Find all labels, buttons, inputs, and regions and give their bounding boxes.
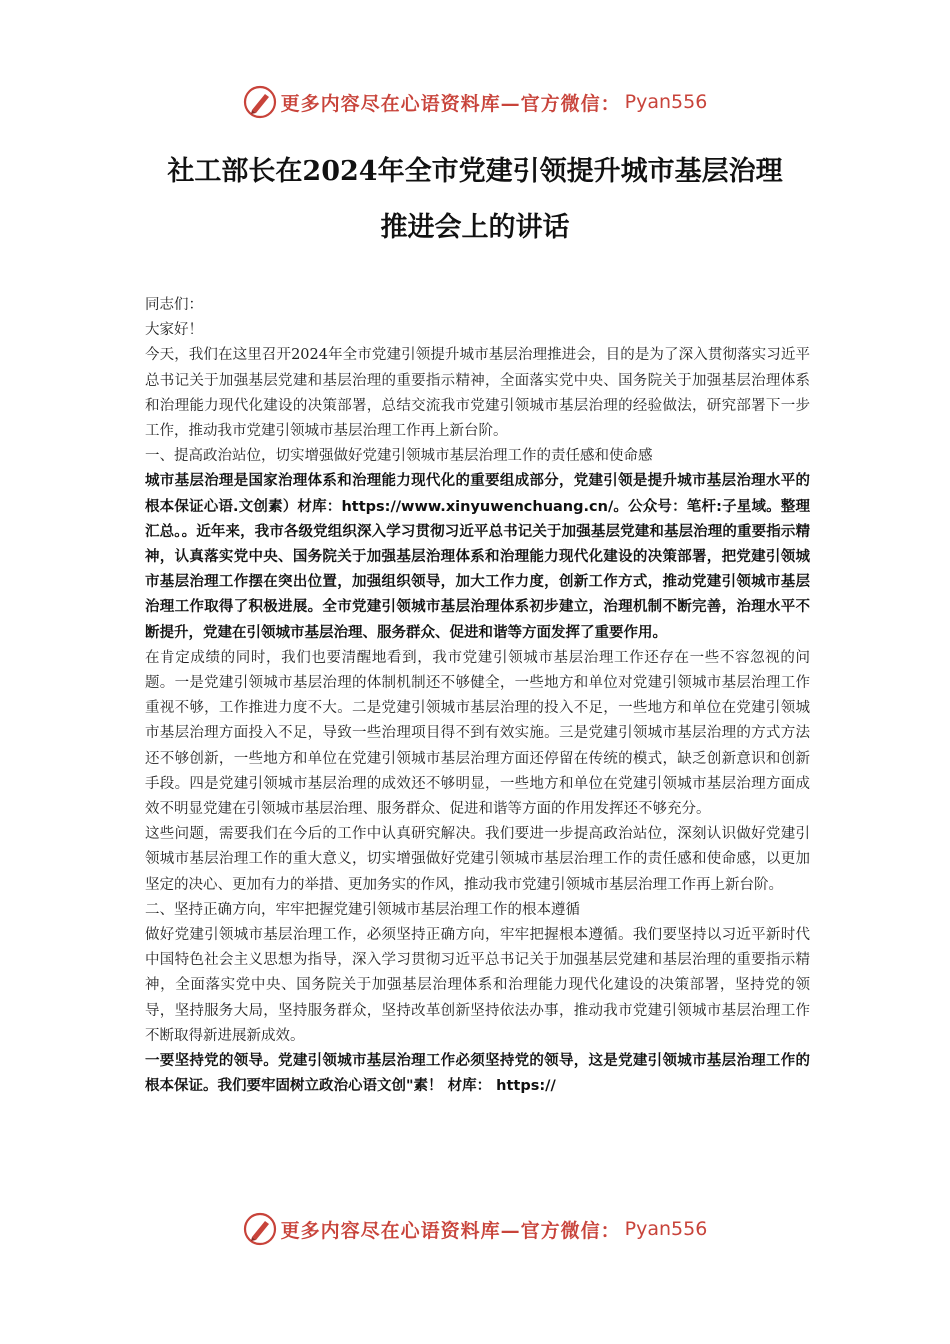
paragraph-direction: 做好党建引领城市基层治理工作，必须坚持正确方向，牢牢把握根本遵循。我们要坚持以习近平新时代中国特色社会主义思想为指导，深入学习贯彻习近平总书记关于加强基层党建和基层治理的重要指示精神，全面落实党中央、国务院关于加强基层治理体系和治理能力现代化建设的决策部署，坚持党的领导，坚持服务大局，坚持服务群众，坚持改革创新坚持依法办事，推动我市党建引领城市基层治理工作不断取得新进展新成效。: [145, 927, 810, 1044]
banner-text: 更多内容尽在心语资料库—官方微信：: [280, 1219, 621, 1242]
watermark-banner-top: [0, 82, 950, 122]
section-heading-1: 一、提高政治站位，切实增强做好党建引领城市基层治理工作的责任感和使命感: [145, 448, 653, 465]
pen-logo-icon: [243, 85, 277, 119]
speech-body: [145, 293, 810, 1100]
watermark-banner-bottom: [0, 1209, 950, 1249]
paragraph-problems: 在肯定成绩的同时，我们也要清醒地看到，我市党建引领城市基层治理工作还存在一些不容忽视的问题。一是党建引领城市基层治理的体制机制还不够健全，一些地方和单位对党建引领城市基层治理工作重视不够，工作推进力度不大。二是党建引领城市基层治理的投入不足，一些地方和单位在党建引领城市基层治理方面投入不足，导致一些治理项目得不到有效实施。三是党建引领城市基层治理的方式方法还不够创新，一些地方和单位在党建引领城市基层治理方面还停留在传统的模式，缺乏创新意识和创新手段。四是党建引领城市基层治理的成效还不够明显，一些地方和单位在党建引领城市基层治理方面成效不明显党建在引领城市基层治理、服务群众、促进和谐等方面的作用发挥还不够充分。: [145, 649, 810, 818]
banner-text: 更多内容尽在心语资料库—官方微信：: [280, 92, 621, 115]
pen-logo-icon: [243, 1212, 277, 1246]
greeting: 大家好！: [145, 322, 203, 339]
banner-wechat-id: Pyan556: [624, 91, 708, 113]
title-line-2: 推进会上的讲话: [380, 212, 570, 243]
paragraph-bold-1: 城市基层治理是国家治理体系和治理能力现代化的重要组成部分，党建引领是提升城市基层治理水平的根本保证心语.文创素）材库：https://www.xinyuwenchuang.cn/。公众号：笔杆:子星域。整理汇总。。近年来，我市各级党组织深入学习贯彻习近平总书记关于加强基层党建和基层治理的重要指示精神，认真落实党中央、国务院关于加强基层治理体系和治理能力现代化建设的决策部署，把党建引领城市基层治理工作摆在突出位置，加强组织领导，加大工作力度，创新工作方式，推动党建引领城市基层治理工作取得了积极进展。全市党建引领城市基层治理体系初步建立，治理机制不断完善，治理水平不断提升，党建在引领城市基层治理、服务群众、促进和谐等方面发挥了重要作用。: [145, 473, 810, 641]
section-heading-2: 二、坚持正确方向，牢牢把握党建引领城市基层治理工作的根本遵循: [145, 901, 580, 918]
paragraph-bold-2: 一要坚持党的领导。党建引领城市基层治理工作必须坚持党的领导，这是党建引领城市基层治理工作的根本保证。我们要牢固树立政治心语文创"素！ 材库： https://: [145, 1053, 810, 1095]
title-line-1: 社工部长在2024年全市党建引领提升城市基层治理: [167, 156, 783, 187]
banner-wechat-id: Pyan556: [624, 1218, 708, 1240]
salutation: 同志们：: [145, 297, 203, 313]
paragraph-solutions: 这些问题，需要我们在今后的工作中认真研究解决。我们要进一步提高政治站位，深刻认识做好党建引领城市基层治理工作的重大意义，切实增强做好党建引领城市基层治理工作的责任感和使命感，以更加坚定的决心、更加有力的举措、更加务实的作风，推动我市党建引领城市基层治理工作再上新台阶。: [145, 826, 810, 893]
paragraph-intro: 今天，我们在这里召开2024年全市党建引领提升城市基层治理推进会，目的是为了深入贯彻落实习近平总书记关于加强基层党建和基层治理的重要指示精神，全面落实党中央、国务院关于加强基层治理体系和治理能力现代化建设的决策部署，总结交流我市党建引领城市基层治理的经验做法，研究部署下一步工作，推动我市党建引领城市基层治理工作再上新台阶。: [145, 347, 810, 440]
page-title: [120, 144, 830, 256]
